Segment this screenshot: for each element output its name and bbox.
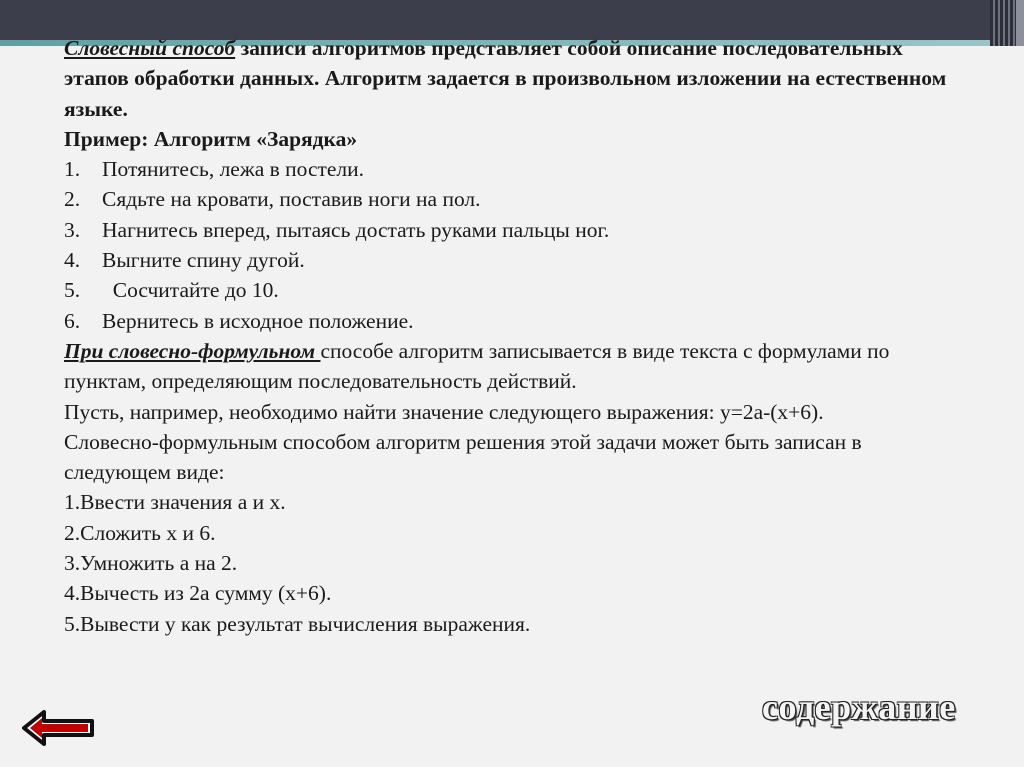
formula-lead: Словесно-формульным способом алгоритм решения этой задачи может быть записан в следующем виде: [64,429,862,485]
list-item: 5. Сосчитайте до 10. [64,278,279,303]
formula-example: Пусть, например, необходимо найти значение следующего выражения: y=2a-(x+6). [64,399,824,424]
intro-term: Словесный способ [64,36,236,60]
intro-text: записи алгоритмов представляет собой описание последовательных этапов обработки данных. Алгоритм задается в произвольном изложении на естественном языке. [64,36,947,121]
formula-term: При словесно-формульном [64,338,321,363]
list-item: 3.Умножить a на 2. [64,551,238,576]
header-decoration-edge [1016,0,1024,46]
back-button[interactable] [20,708,96,748]
header-decoration [990,0,1016,46]
list-item: 4.Вычесть из 2a сумму (х+6). [64,581,332,606]
exercise-steps-list [64,154,964,336]
intro-paragraph [64,33,964,124]
arrow-left-icon [20,708,96,748]
list-item: 3. Нагнитесь вперед, пытаясь достать руками пальцы ног. [64,217,610,242]
contents-link[interactable]: содержание [762,687,956,727]
list-item: 5.Вывести y как результат вычисления выражения. [64,611,531,636]
formula-steps-list [64,487,964,638]
formula-paragraph [64,336,964,397]
list-item: 1.Ввести значения а и х. [64,490,286,515]
list-item: 6. Вернитесь в исходное положение. [64,308,414,333]
list-item: 4. Выгните спину дугой. [64,248,305,273]
slide-content [64,33,964,639]
formula-text: способе алгоритм записывается в виде текста с формулами по пунктам, определяющим последовательность действий. [64,338,890,394]
list-item: 1. Потянитесь, лежа в постели. [64,157,365,182]
example-title: Пример: Алгоритм «Зарядка» [64,126,358,151]
list-item: 2. Сядьте на кровати, поставив ноги на пол. [64,187,481,212]
list-item: 2.Сложить х и 6. [64,520,216,545]
